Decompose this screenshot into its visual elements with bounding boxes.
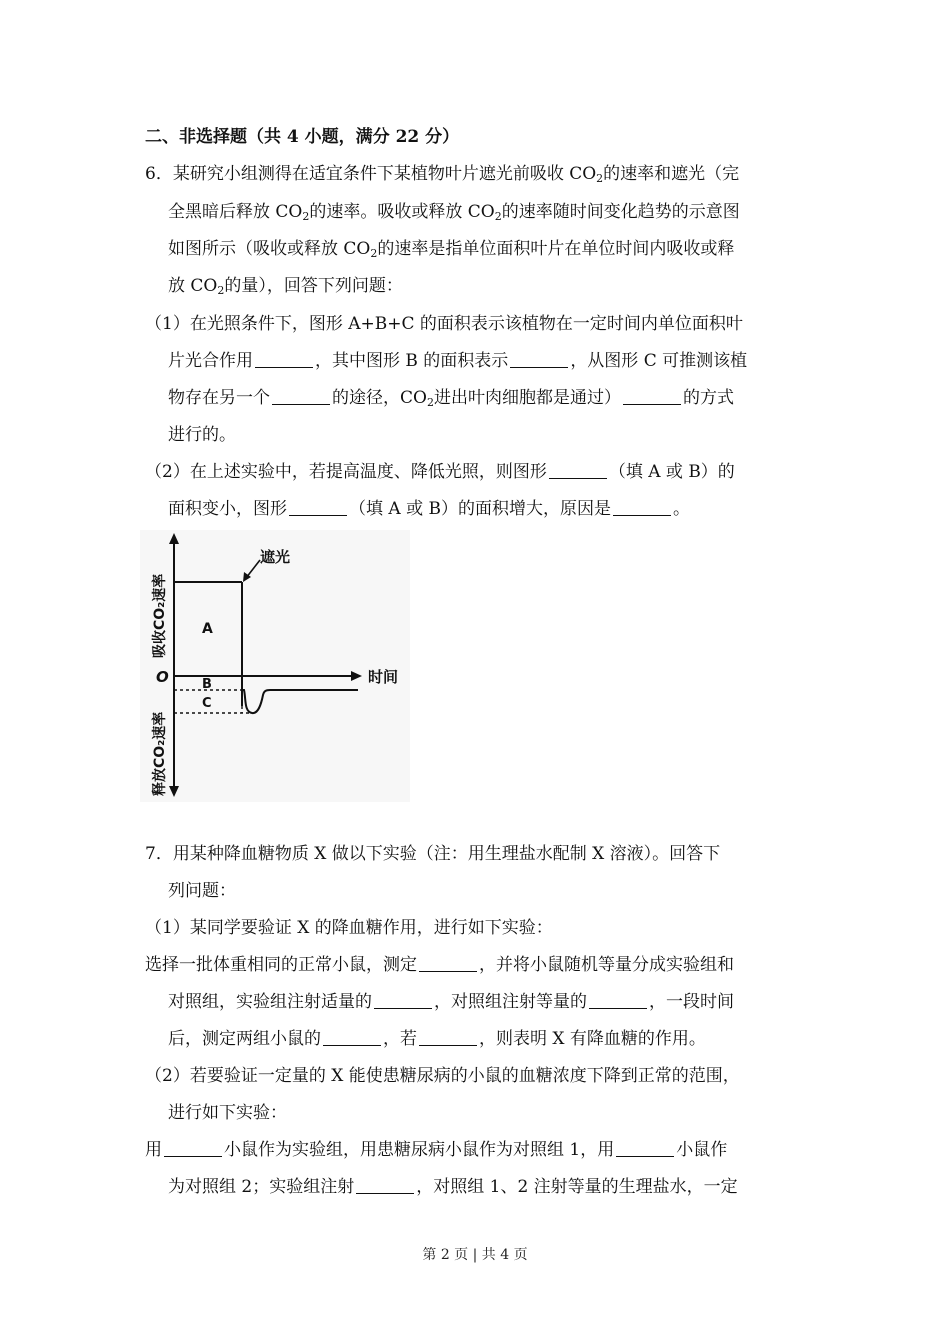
answer-blank[interactable] xyxy=(623,388,681,405)
answer-blank[interactable] xyxy=(323,1029,381,1046)
answer-blank[interactable] xyxy=(589,992,647,1009)
q6-part1-line-1: （1）在光照条件下，图形 A+B+C 的面积表示该植物在一定时间内单位面积叶 xyxy=(145,314,743,334)
answer-blank[interactable] xyxy=(272,388,330,405)
answer-blank[interactable] xyxy=(419,1029,477,1046)
x-axis-label: 时间 xyxy=(368,668,399,686)
q6-part1-line-2: 片光合作用 ，其中图形 B 的面积表示 ，从图形 C 可推测该植 xyxy=(168,351,748,371)
q7-line-1: 7．用某种降血糖物质 X 做以下实验（注：用生理盐水配制 X 溶液）。回答下 xyxy=(145,844,721,864)
q6-line-1: 6．某研究小组测得在适宜条件下某植物叶片遮光前吸收 $CO_2$的速率和遮光（完 xyxy=(145,164,740,185)
y-axis-label-bottom: 释放CO₂速率 xyxy=(152,711,168,796)
answer-blank[interactable] xyxy=(289,499,347,516)
answer-blank[interactable] xyxy=(255,351,313,368)
q7-part1-line-2: 选择一批体重相同的正常小鼠，测定 ，并将小鼠随机等量分成实验组和 xyxy=(145,955,734,975)
annotation-label: 遮光 xyxy=(260,548,291,566)
q6-line-2: 全黑暗后释放 $CO_2$的速率。吸收或释放 $CO_2$的速率随时间变化趋势的示意图 xyxy=(168,202,740,223)
region-b-label: B xyxy=(202,677,212,692)
answer-blank[interactable] xyxy=(510,351,568,368)
page-footer: 第 2 页 | 共 4 页 xyxy=(422,1247,528,1263)
y-axis-label-top: 吸收CO₂速率 xyxy=(152,573,168,658)
answer-blank[interactable] xyxy=(616,1140,674,1157)
section-heading: 二、非选择题（共 4 小题，满分 22 分） xyxy=(145,127,460,147)
q6-line-3: 如图所示（吸收或释放 $CO_2$的速率是指单位面积叶片在单位时间内吸收或释 xyxy=(168,239,735,260)
answer-blank[interactable] xyxy=(374,992,432,1009)
region-c-label: C xyxy=(202,696,212,711)
co2-rate-figure xyxy=(140,530,410,802)
figure-background xyxy=(140,530,410,802)
origin-label: O xyxy=(156,668,169,686)
q6-part1-line-4: 进行的。 xyxy=(168,425,236,445)
answer-blank[interactable] xyxy=(549,462,607,479)
q7-part1-line-4: 后，测定两组小鼠的 ，若 ，则表明 X 有降血糖的作用。 xyxy=(168,1029,706,1049)
q7-part2-line-1: （2）若要验证一定量的 X 能使患糖尿病的小鼠的血糖浓度下降到正常的范围， xyxy=(145,1066,740,1086)
co2-rate-diagram xyxy=(140,530,410,802)
q7-part1-line-3: 对照组，实验组注射适量的 ，对照组注射等量的 ，一段时间 xyxy=(168,992,734,1012)
q7-part2-line-4: 为对照组 2；实验组注射 ，对照组 1、2 注射等量的生理盐水，一定 xyxy=(168,1177,738,1197)
q7-part2-line-3: 用 小鼠作为实验组，用患糖尿病小鼠作为对照组 1，用 小鼠作 xyxy=(145,1140,728,1160)
answer-blank[interactable] xyxy=(419,955,477,972)
answer-blank[interactable] xyxy=(164,1140,222,1157)
answer-blank[interactable] xyxy=(356,1177,414,1194)
q6-part1-line-3: 物存在另一个 的途径，$CO_2$进出叶肉细胞都是通过） 的方式 xyxy=(168,388,734,409)
q6-part2-line-1: （2）在上述实验中，若提高温度、降低光照，则图形 （填 A 或 B）的 xyxy=(145,462,735,482)
answer-blank[interactable] xyxy=(613,499,671,516)
q7-part1-line-1: （1）某同学要验证 X 的降血糖作用，进行如下实验： xyxy=(145,918,553,938)
q7-line-2: 列问题： xyxy=(168,881,236,901)
region-a-label: A xyxy=(202,621,213,637)
q6-part2-line-2: 面积变小，图形 （填 A 或 B）的面积增大，原因是 。 xyxy=(168,499,690,519)
q7-part2-line-2: 进行如下实验： xyxy=(168,1103,287,1123)
q6-line-4: 放 $CO_2$的量），回答下列问题： xyxy=(168,276,403,297)
